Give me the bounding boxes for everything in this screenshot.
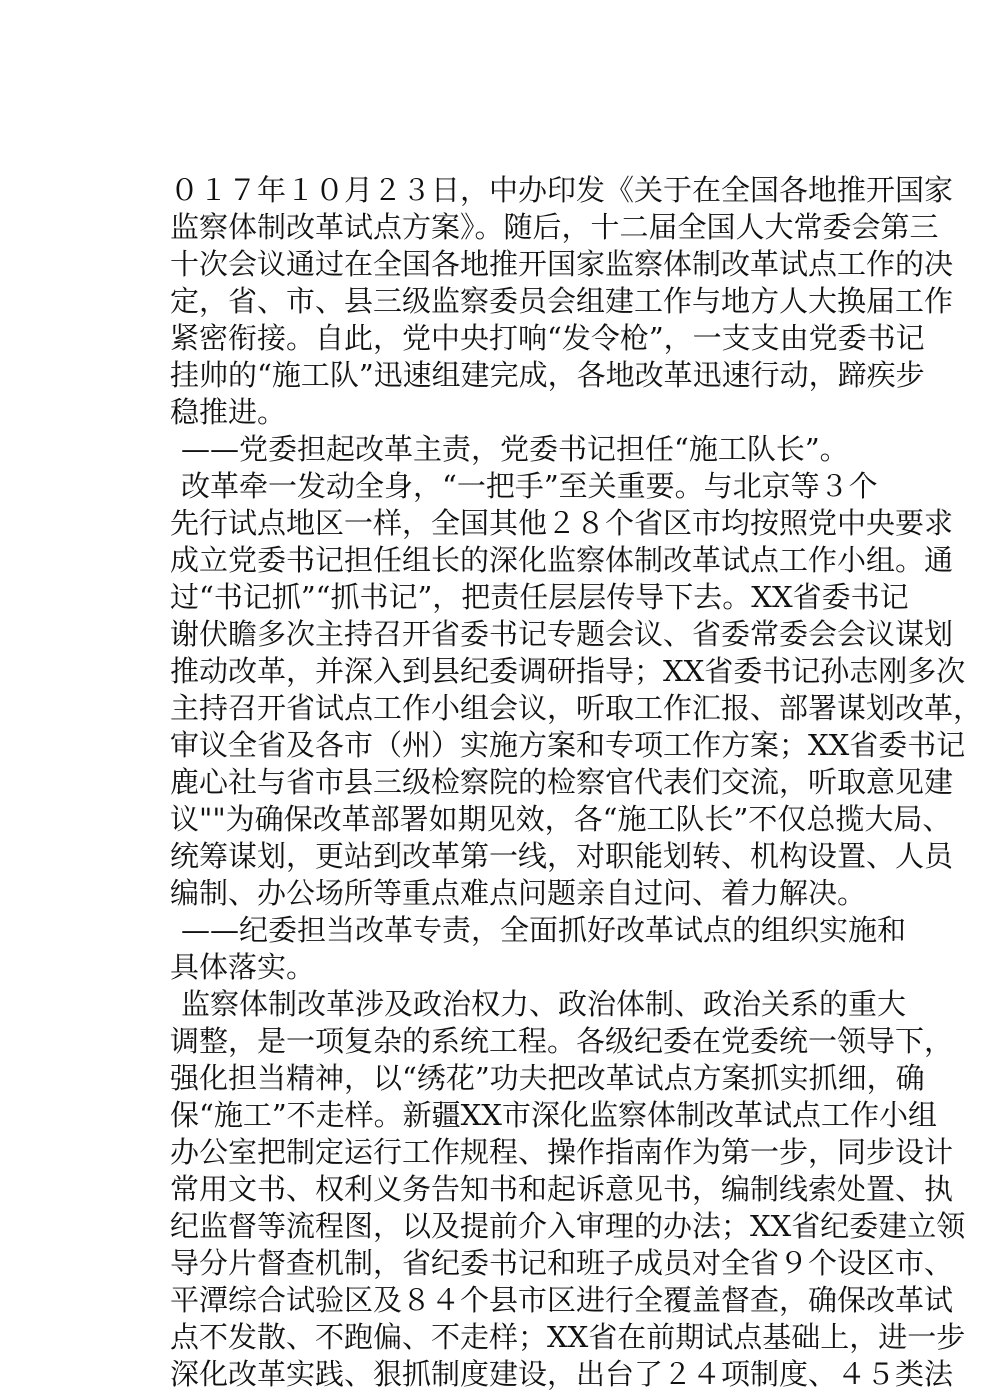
text-line: 紧密衔接。自此，党中央打响“发令枪”，一支支由党委书记 (170, 321, 925, 355)
text-line: 具体落实。 (170, 950, 316, 984)
text-line: 统筹谋划，更站到改革第一线，对职能划转、机构设置、人员 (170, 839, 954, 873)
text-line: 审议全省及各市（州）实施方案和专项工作方案；XX省委书记 (170, 728, 966, 762)
section-heading: ——纪委担当改革专责，全面抓好改革试点的组织实施和 (181, 913, 907, 947)
text-line: 纪监督等流程图，以及提前介入审理的办法；XX省纪委建立领 (170, 1209, 966, 1243)
text-line: 主持召开省试点工作小组会议，听取工作汇报、部署谋划改革， (170, 691, 982, 725)
text-line: 定，省、市、县三级监察委员会组建工作与地方人大换届工作 (170, 284, 954, 318)
paragraph-first-line: 改革牵一发动全身，“一把手”至关重要。与北京等３个 (181, 469, 878, 503)
text-line: 稳推进。 (170, 395, 287, 429)
text-line: 推动改革，并深入到县纪委调研指导；XX省委书记孙志刚多次 (170, 654, 966, 688)
text-line: 深化改革实践、狠抓制度建设，出台了２４项制度、４５类法 (170, 1357, 954, 1391)
text-line: 挂帅的“施工队”迅速组建完成，各地改革迅速行动，蹄疾步 (170, 358, 925, 392)
text-line: 导分片督查机制，省纪委书记和班子成员对全省９个设区市、 (170, 1246, 954, 1280)
text-line: 调整，是一项复杂的系统工程。各级纪委在党委统一领导下， (170, 1024, 954, 1058)
text-line: ０１７年１０月２３日，中办印发《关于在全国各地推开国家 (170, 173, 954, 207)
text-line: 十次会议通过在全国各地推开国家监察体制改革试点工作的决 (170, 247, 954, 281)
text-line: 成立党委书记担任组长的深化监察体制改革试点工作小组。通 (170, 543, 954, 577)
text-line: 先行试点地区一样，全国其他２８个省区市均按照党中央要求 (170, 506, 954, 540)
text-line: 常用文书、权利义务告知书和起诉意见书，编制线索处置、执 (170, 1172, 954, 1206)
text-line: 监察体制改革试点方案》。随后，十二届全国人大常委会第三 (170, 210, 939, 244)
text-line: 办公室把制定运行工作规程、操作指南作为第一步，同步设计 (170, 1135, 954, 1169)
body-text (170, 172, 982, 1393)
section-heading: ——党委担起改革主责，党委书记担任“施工队长”。 (181, 432, 849, 466)
text-line: 议""为确保改革部署如期见效，各“施工队长”不仅总揽大局、 (170, 802, 952, 836)
text-line: 平潭综合试验区及８４个县市区进行全覆盖督查，确保改革试 (170, 1283, 954, 1317)
text-line: 鹿心社与省市县三级检察院的检察官代表们交流，听取意见建 (170, 765, 954, 799)
text-line: 点不发散、不跑偏、不走样；XX省在前期试点基础上，进一步 (170, 1320, 966, 1354)
text-line: 编制、办公场所等重点难点问题亲自过问、着力解决。 (170, 876, 867, 910)
paragraph-first-line: 监察体制改革涉及政治权力、政治体制、政治关系的重大 (181, 987, 907, 1021)
text-line: 过“书记抓”“抓书记”，把责任层层传导下去。XX省委书记 (170, 580, 909, 614)
text-line: 保“施工”不走样。新疆XX市深化监察体制改革试点工作小组 (170, 1098, 937, 1132)
text-line: 谢伏瞻多次主持召开省委书记专题会议、省委常委会会议谋划 (170, 617, 954, 651)
text-line: 强化担当精神，以“绣花”功夫把改革试点方案抓实抓细，确 (170, 1061, 925, 1095)
